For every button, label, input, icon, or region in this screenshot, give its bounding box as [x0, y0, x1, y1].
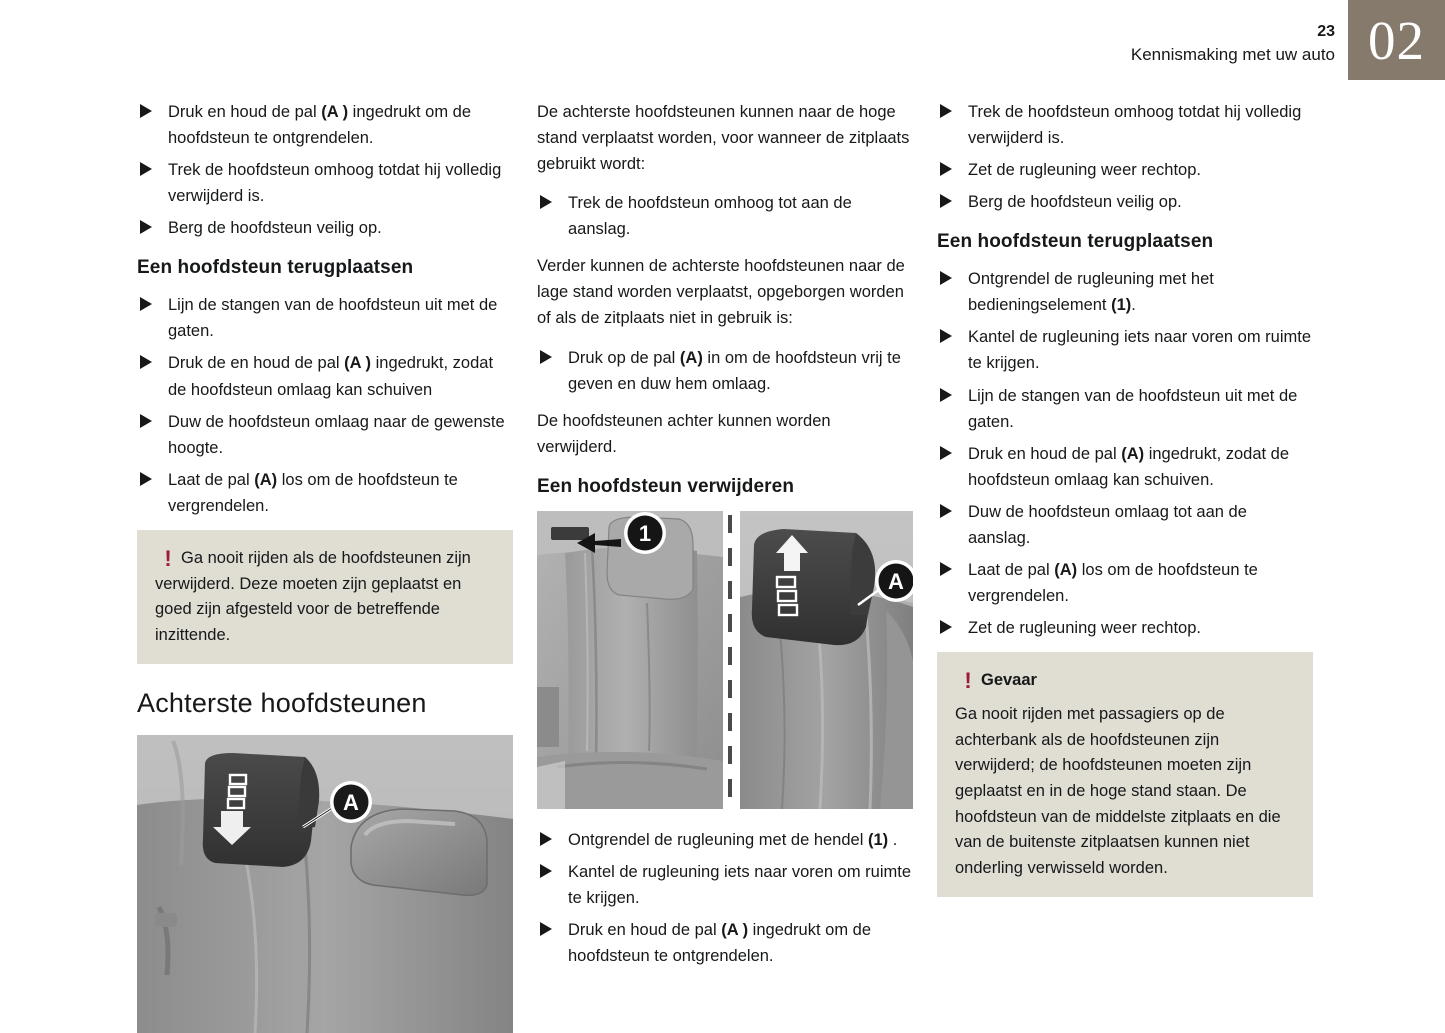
warning-box-col1: [137, 530, 513, 664]
warning-box-danger: [937, 652, 1313, 897]
list-item-label: Zet de rugleuning weer rechtop.: [968, 619, 1201, 637]
paragraph-removable-note: De hoofdsteunen achter kunnen worden verwijderd.: [537, 411, 831, 456]
list-item-label: Duw de hoofdsteun omlaag naar de gewenste hoogte.: [168, 412, 505, 457]
list-item-label: Zet de rugleuning weer rechtop.: [968, 161, 1201, 180]
triangle-bullet-icon: [140, 297, 152, 311]
triangle-bullet-icon: [540, 864, 552, 878]
rear-headrest-release-photo: [137, 735, 513, 1033]
callout-label-a: A: [343, 789, 359, 815]
figure-pair-remove-headrest: [537, 511, 913, 809]
list-item-label: Druk en houd de pal (A) ingedrukt, zodat de hoofdsteun omlaag kan schuiven.: [968, 444, 1290, 489]
list-item: [137, 350, 513, 402]
warning-text: Ga nooit rijden met passagiers op de achterbank als de hoofdsteunen zijn verwijderd; de hoofdsteunen moeten zijn geplaatst en in de hoge stand staan. De hoofdsteun van de middelste zitplaats en die van de buitenste zitplaatsen kunnen niet onderling verwisseld worden.: [955, 704, 1281, 878]
triangle-bullet-icon: [940, 162, 952, 176]
page-number: 23: [1317, 23, 1335, 40]
triangle-bullet-icon: [140, 220, 152, 234]
list-item: [937, 615, 1313, 641]
column-1: [137, 99, 513, 1033]
list-item: [937, 324, 1313, 376]
list-item-label: Druk en houd de pal (A ) ingedrukt om de hoofdsteun te ontgrendelen.: [168, 103, 471, 148]
triangle-bullet-icon: [940, 504, 952, 518]
list-item-label: Trek de hoofdsteun omhoog totdat hij volledig verwijderd is.: [168, 161, 502, 206]
triangle-bullet-icon: [940, 194, 952, 208]
figure-rear-headrest-release: [137, 735, 513, 1033]
bullet-list-col1-replace: [137, 292, 513, 519]
page-header-meta: [1131, 22, 1335, 66]
triangle-bullet-icon: [540, 195, 552, 209]
triangle-bullet-icon: [140, 162, 152, 176]
list-item-label: Duw de hoofdsteun omlaag tot aan de aanslag.: [968, 502, 1247, 547]
paragraph-high-position-intro: De achterste hoofdsteunen kunnen naar de hoge stand verplaatst worden, voor wanneer de zitplaats gebruikt wordt:: [537, 103, 910, 174]
chapter-tab-number: 02: [1368, 9, 1425, 71]
list-item: [137, 99, 513, 151]
list-item: [537, 345, 913, 397]
bullet-list-col1-top: [137, 99, 513, 241]
column-2: [537, 99, 913, 980]
list-item-label: Trek de hoofdsteun omhoog tot aan de aanslag.: [568, 194, 852, 239]
triangle-bullet-icon: [940, 620, 952, 634]
list-item-label: Druk en houd de pal (A ) ingedrukt om de hoofdsteun te ontgrendelen.: [568, 920, 871, 965]
heading-remove-headrest: Een hoofdsteun verwijderen: [537, 475, 795, 497]
callout-label-a: A: [888, 568, 904, 594]
list-item-label: Laat de pal (A) los om de hoofdsteun te vergrendelen.: [968, 560, 1258, 605]
triangle-bullet-icon: [540, 832, 552, 846]
list-item-label: Trek de hoofdsteun omhoog totdat hij volledig verwijderd is.: [968, 103, 1302, 148]
triangle-bullet-icon: [540, 350, 552, 364]
headrest-pull-up-photo: [740, 511, 913, 809]
chapter-tab: [1348, 0, 1445, 80]
figure-seatback-release-lever: [537, 511, 723, 809]
seatback-release-lever-photo: [537, 511, 723, 809]
triangle-bullet-icon: [940, 104, 952, 118]
list-item: [937, 383, 1313, 435]
list-item-label: Laat de pal (A) los om de hoofdsteun te vergrendelen.: [168, 470, 458, 515]
figure-headrest-pull-up: [740, 511, 913, 809]
list-item: [937, 157, 1313, 183]
list-item-label: Druk op de pal (A) in om de hoofdsteun vrij te geven en duw hem omlaag.: [568, 348, 901, 393]
triangle-bullet-icon: [140, 472, 152, 486]
list-item: [137, 292, 513, 344]
callout-label-1: 1: [638, 520, 652, 546]
list-item: [937, 189, 1313, 215]
list-item-label: Lijn de stangen van de hoofdsteun uit met de gaten.: [968, 386, 1298, 431]
list-item: [537, 917, 913, 969]
list-item: [937, 99, 1313, 151]
bullet-list-col3-replace: [937, 266, 1313, 641]
list-item: [137, 467, 513, 519]
warning-text: Ga nooit rijden als de hoofdsteunen zijn verwijderd. Deze moeten zijn geplaatst en goed zijn afgesteld voor de betreffende inzittende.: [155, 548, 471, 645]
list-item-label: Ontgrendel de rugleuning met het bedieningselement (1).: [968, 270, 1214, 315]
triangle-bullet-icon: [940, 329, 952, 343]
triangle-bullet-icon: [940, 271, 952, 285]
warning-exclamation-icon: !: [164, 545, 172, 571]
list-item: [937, 266, 1313, 318]
figure-divider-dashed: [728, 515, 732, 805]
list-item-label: Berg de hoofdsteun veilig op.: [968, 193, 1182, 212]
triangle-bullet-icon: [940, 562, 952, 576]
paragraph-low-position-intro: Verder kunnen de achterste hoofdsteunen naar de lage stand worden verplaatst, opgeborgen worden of als de zitplaats niet in gebruik is:: [537, 257, 905, 328]
heading-replace-headrest-col3: Een hoofdsteun terugplaatsen: [937, 231, 1214, 253]
list-item: [137, 157, 513, 209]
triangle-bullet-icon: [140, 355, 152, 369]
list-item-label: Ontgrendel de rugleuning met de hendel (1) .: [568, 830, 898, 849]
section-heading-rear-headrests: Achterste hoofdsteunen: [137, 687, 427, 718]
list-item-label: Lijn de stangen van de hoofdsteun uit met de gaten.: [168, 296, 498, 341]
warning-title: Gevaar: [981, 671, 1037, 690]
chapter-title: Kennismaking met uw auto: [1130, 45, 1335, 64]
triangle-bullet-icon: [940, 388, 952, 402]
list-item: [937, 441, 1313, 493]
bullet-list-high-position: [537, 190, 913, 242]
list-item: [137, 409, 513, 461]
list-item-label: Druk de en houd de pal (A ) ingedrukt, zodat de hoofdsteun omlaag kan schuiven: [168, 354, 494, 399]
list-item: [537, 190, 913, 242]
bullet-list-low-position: [537, 345, 913, 397]
list-item-label: Kantel de rugleuning iets naar voren om ruimte te krijgen.: [968, 328, 1312, 373]
list-item: [537, 827, 913, 853]
list-item: [937, 499, 1313, 551]
triangle-bullet-icon: [940, 446, 952, 460]
list-item: [937, 557, 1313, 609]
bullet-list-col3-top: [937, 99, 1313, 215]
triangle-bullet-icon: [540, 922, 552, 936]
heading-replace-headrest-col1: Een hoofdsteun terugplaatsen: [137, 257, 414, 279]
warning-exclamation-icon: !: [964, 668, 972, 694]
bullet-list-remove-steps: [537, 827, 913, 969]
list-item: [137, 215, 513, 241]
list-item: [537, 859, 913, 911]
list-item-label: Berg de hoofdsteun veilig op.: [168, 219, 382, 238]
column-3: [937, 99, 1313, 897]
list-item-label: Kantel de rugleuning iets naar voren om ruimte te krijgen.: [568, 862, 912, 907]
triangle-bullet-icon: [140, 104, 152, 118]
triangle-bullet-icon: [140, 414, 152, 428]
